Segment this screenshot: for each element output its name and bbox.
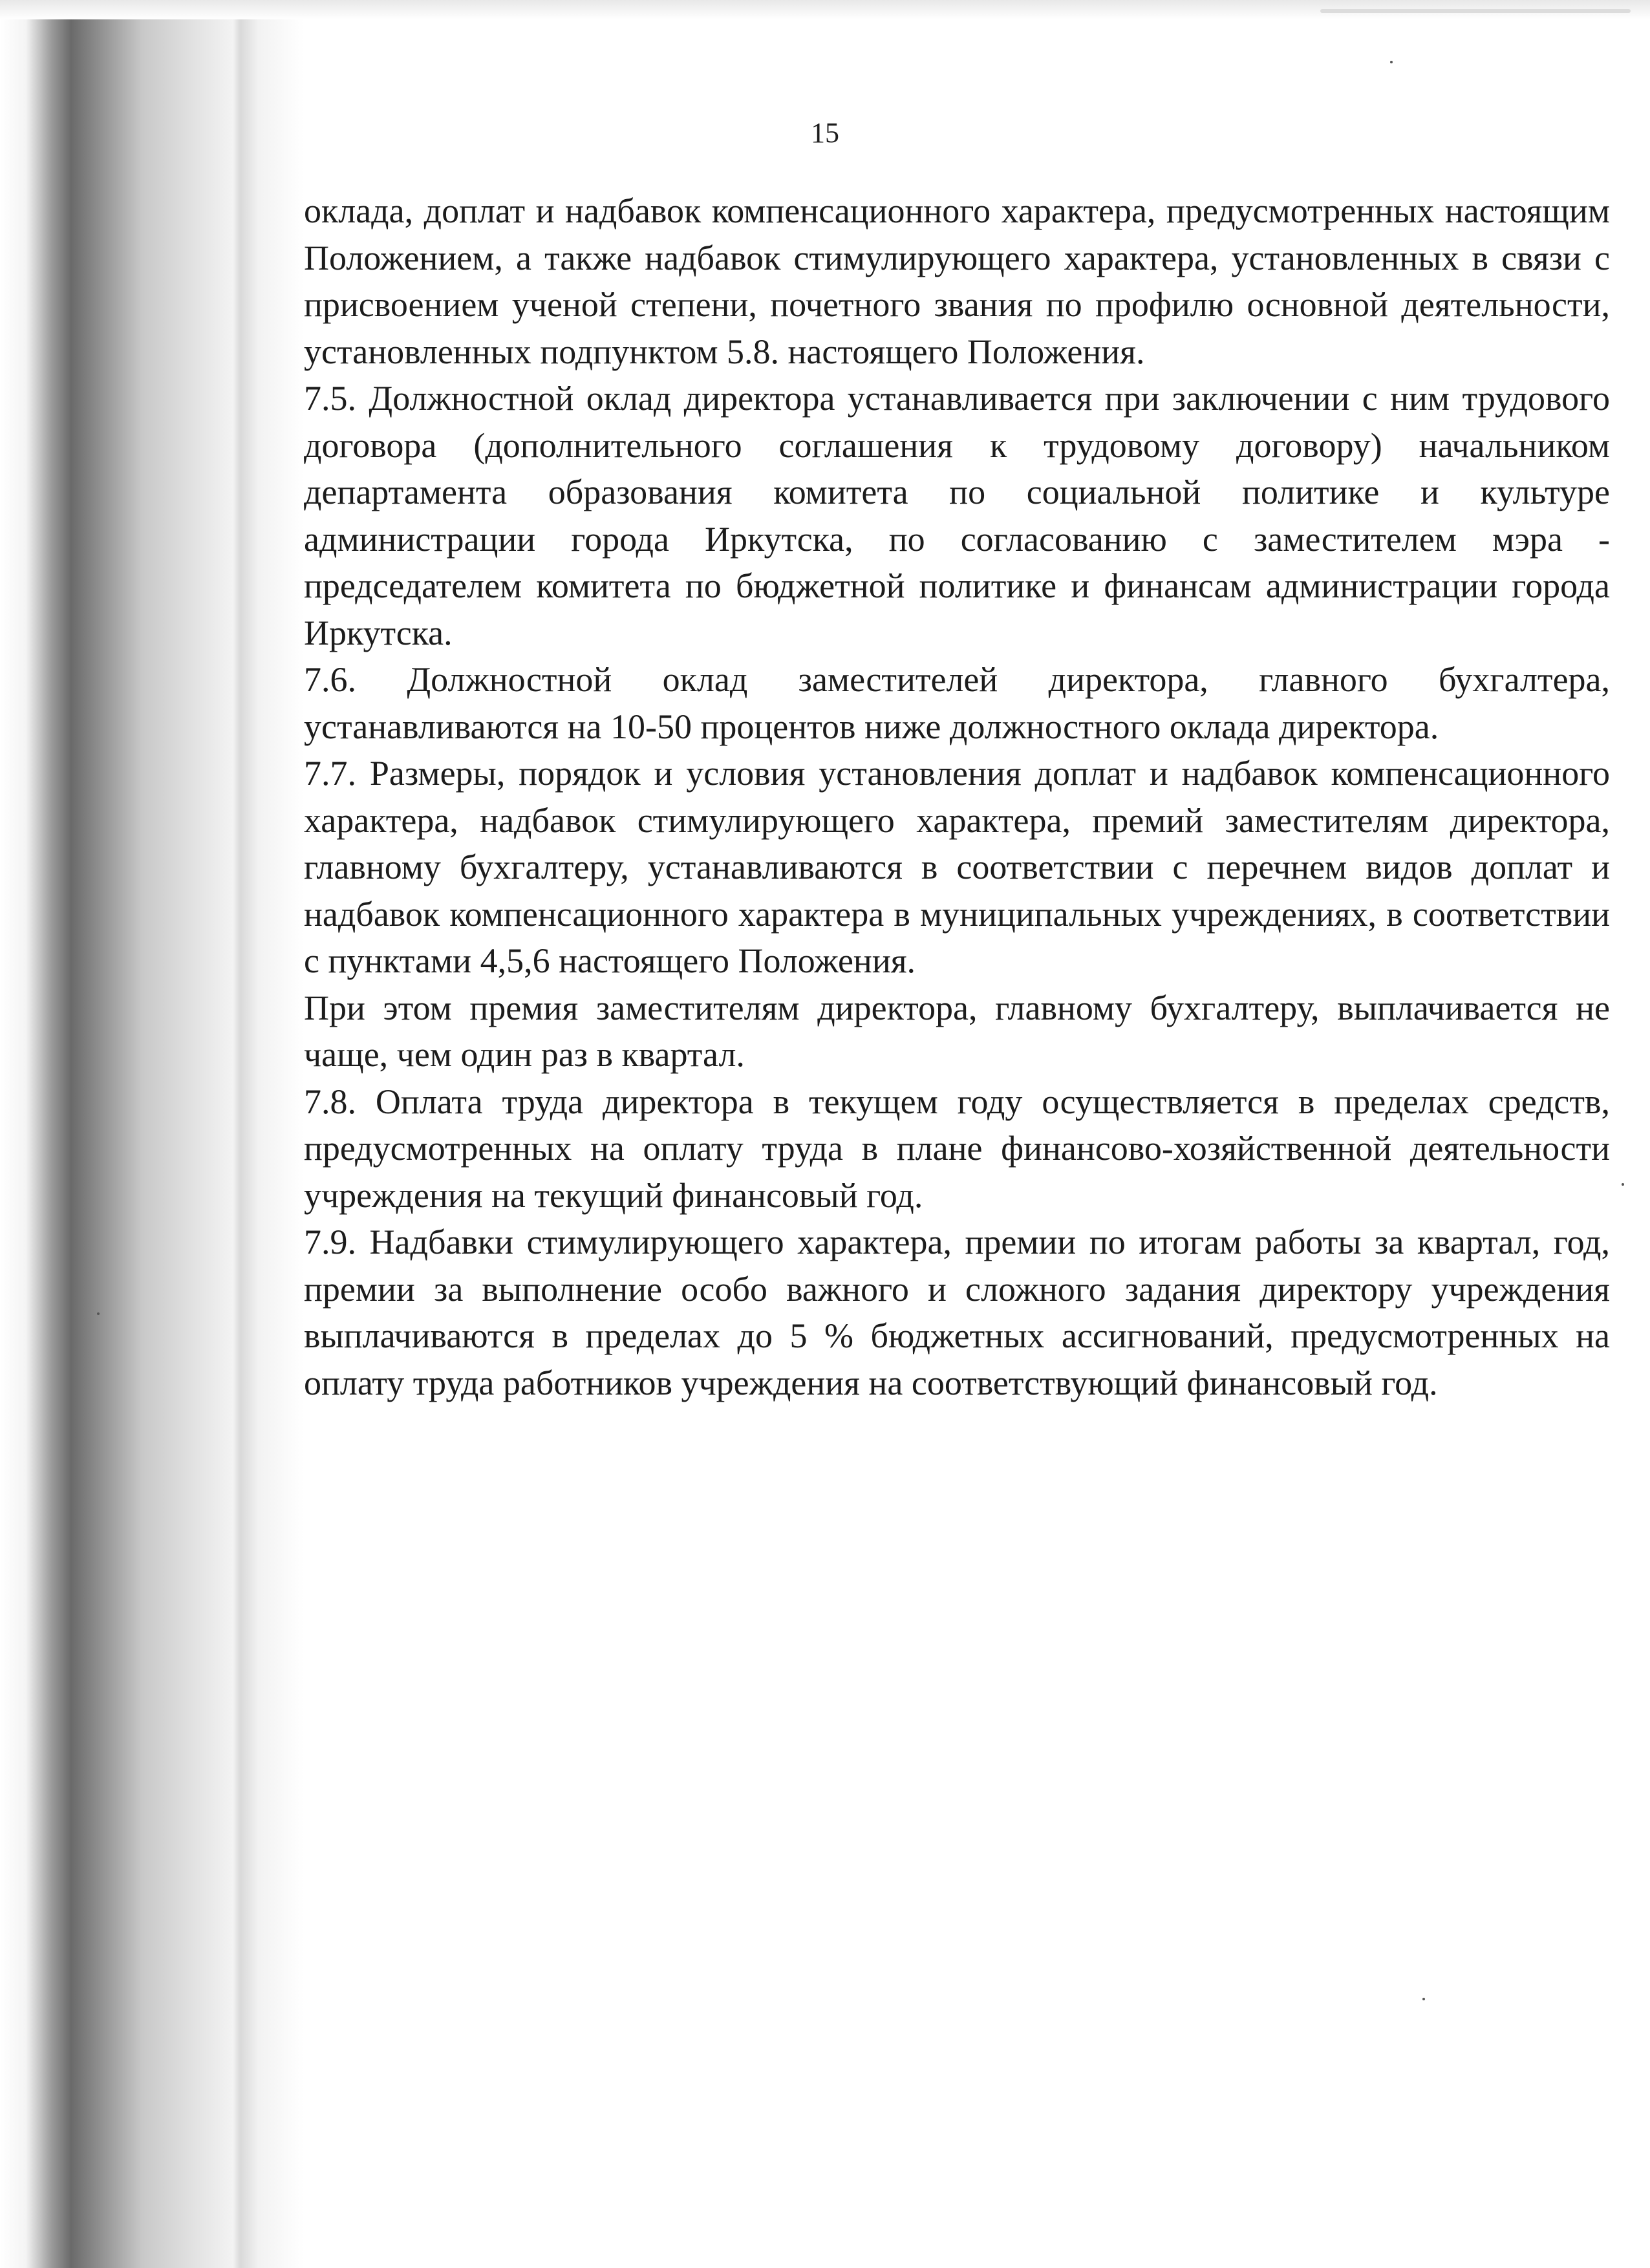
scan-top-mark xyxy=(1320,9,1631,13)
paragraph-7-7: 7.7. Размеры, порядок и условия установления доплат и надбавок компенсационного характера, надбавок стимулирующего характера, премий заместителям директора, главному бухгалтеру, устанавливаются в соответствии с перечнем видов доплат и надбавок компенсационного характера в муниципальных учреждениях, в соответствии с пунктами 4,5,6 настоящего Положения. xyxy=(304,754,1610,980)
scan-speck xyxy=(1622,1183,1624,1186)
paragraph-7-7-note: При этом премия заместителям директора, главному бухгалтеру, выплачивается не чаще, чем один раз в квартал. xyxy=(304,988,1610,1074)
page-number: 15 xyxy=(811,117,839,149)
paragraph-7-5: 7.5. Должностной оклад директора устанавливается при заключении с ним трудового договора (дополнительного соглашения к трудовому договору) начальником департамента образования комитета по социальной политике и культуре администрации города Иркутска, по согласованию с заместителем мэра - председателем комитета по бюджетной политике и финансам администрации города Иркутска. xyxy=(304,379,1610,652)
scan-speck xyxy=(1390,61,1393,63)
scan-speck xyxy=(1422,1998,1425,2000)
paragraph-7-4-continuation: оклада, доплат и надбавок компенсационного характера, предусмотренных настоящим Положением, а также надбавок стимулирующего характера, установленных в связи с присвоением ученой степени, почетного звания по профилю основной деятельности, установленных подпунктом 5.8. настоящего Положения. xyxy=(304,191,1610,371)
paragraph-7-8: 7.8. Оплата труда директора в текущем году осуществляется в пределах средств, предусмотренных на оплату труда в плане финансово-хозяйственной деятельности учреждения на текущий финансовый год. xyxy=(304,1082,1610,1215)
paragraph-7-9: 7.9. Надбавки стимулирующего характера, премии по итогам работы за квартал, год, премии за выполнение особо важного и сложного задания директору учреждения выплачиваются в пределах до 5 % бюджетных ассигнований, предусмотренных на оплату труда работников учреждения на соответствующий финансовый год. xyxy=(304,1223,1610,1402)
document-body xyxy=(304,187,1610,1406)
paragraph-7-6: 7.6. Должностной оклад заместителей директора, главного бухгалтера, устанавливаются на 10-50 процентов ниже должностного оклада директора. xyxy=(304,660,1610,746)
scan-shadow xyxy=(0,0,304,2268)
scan-speck xyxy=(97,1312,100,1315)
